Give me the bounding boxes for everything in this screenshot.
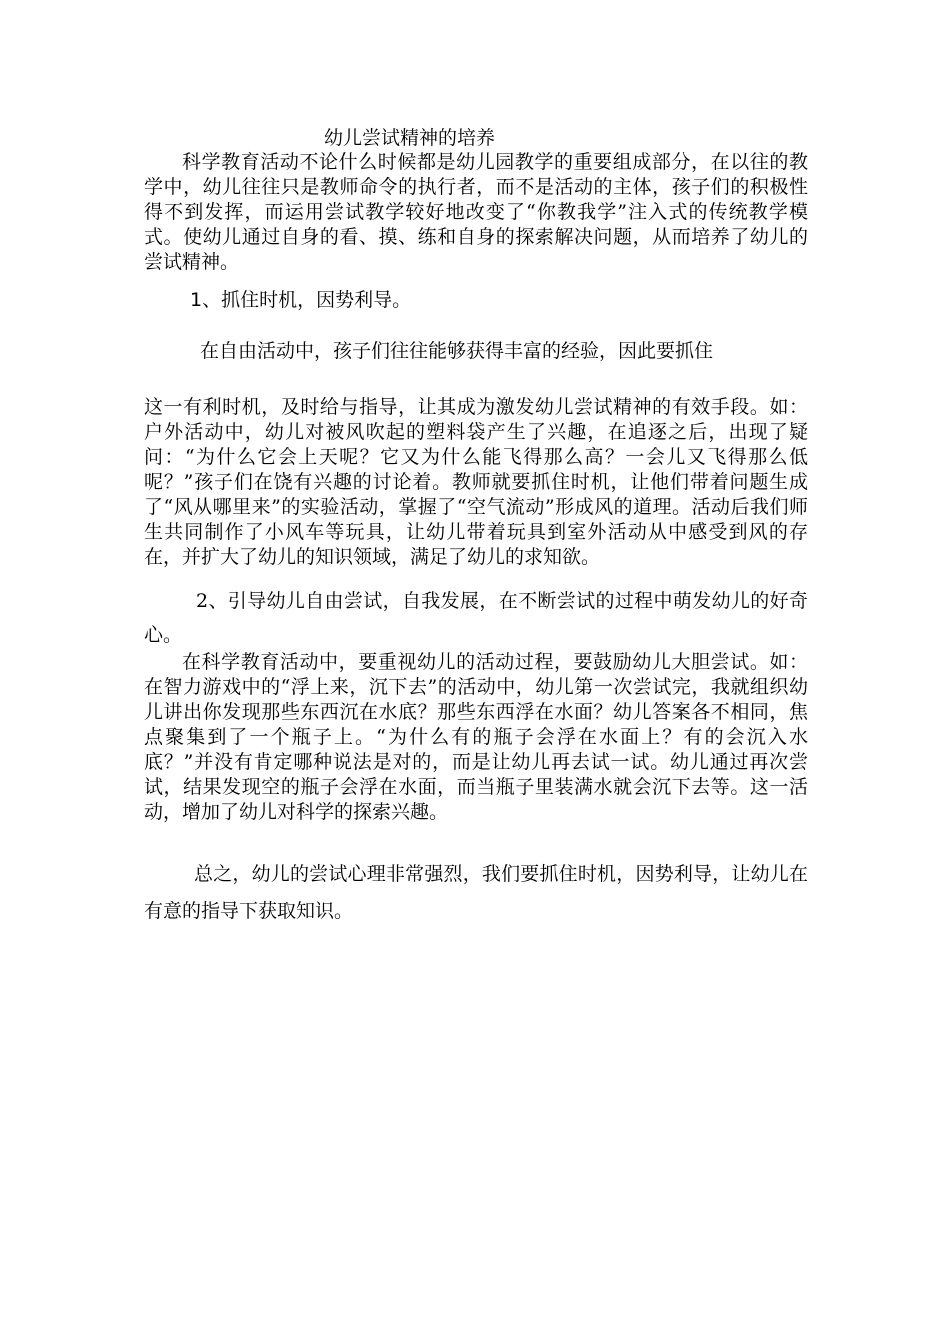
section-1-paragraph: 这一有利时机，及时给与指导，让其成为激发幼儿尝试精神的有效手段。如：户外活动中，幼儿对被风吹起的塑料袋产生了兴趣，在追逐之后，出现了疑问：“为什么它会上天呢？它又为什么能飞得那么高？一会儿又飞得那么低呢？”孩子们在饶有兴趣的讨论着。教师就要抓住时机，让他们带着问题生成了“风从哪里来”的实验活动，掌握了“空气流动”形成风的道理。活动后我们师生共同制作了小风车等玩具，让幼儿带着玩具到室外活动从中感受到风的存在，并扩大了幼儿的知识领域，满足了幼儿的求知欲。 xyxy=(144,396,808,568)
section-2-paragraph: 在科学教育活动中，要重视幼儿的活动过程，要鼓励幼儿大胆尝试。如：在智力游戏中的“浮上来，沉下去”的活动中，幼儿第一次尝试完，我就组织幼儿讲出你发现那些东西沉在水底？那些东西浮在水面？幼儿答案各不相同，焦点聚集到了一个瓶子上。“为什么有的瓶子会浮在水面上？有的会沉入水底？”并没有肯定哪种说法是对的，而是让幼儿再去试一试。幼儿通过再次尝试，结果发现空的瓶子会浮在水面，而当瓶子里装满水就会沉下去等。这一活动，增加了幼儿对科学的探索兴趣。 xyxy=(144,651,808,823)
intro-paragraph: 科学教育活动不论什么时候都是幼儿园教学的重要组成部分，在以往的教学中，幼儿往往只是教师命令的执行者，而不是活动的主体，孩子们的积极性得不到发挥，而运用尝试教学较好地改变了“你教我学”注入式的传统教学模式。使幼儿通过自身的看、摸、练和自身的探索解决问题，从而培养了幼儿的尝试精神。 xyxy=(144,151,808,273)
document-title: 幼儿尝试精神的培养 xyxy=(324,127,496,149)
section-1-first-line: 在自由活动中，孩子们往往能够获得丰富的经验，因此要抓住 xyxy=(200,340,714,362)
section-1-heading: 1、抓住时机，因势利导。 xyxy=(190,289,412,311)
section-2-heading: 2、引导幼儿自由尝试，自我发展，在不断尝试的过程中萌发幼儿的好奇心。 xyxy=(144,590,808,646)
conclusion-paragraph: 总之，幼儿的尝试心理非常强烈，我们要抓住时机，因势利导，让幼儿在有意的指导下获取知识。 xyxy=(144,863,808,922)
